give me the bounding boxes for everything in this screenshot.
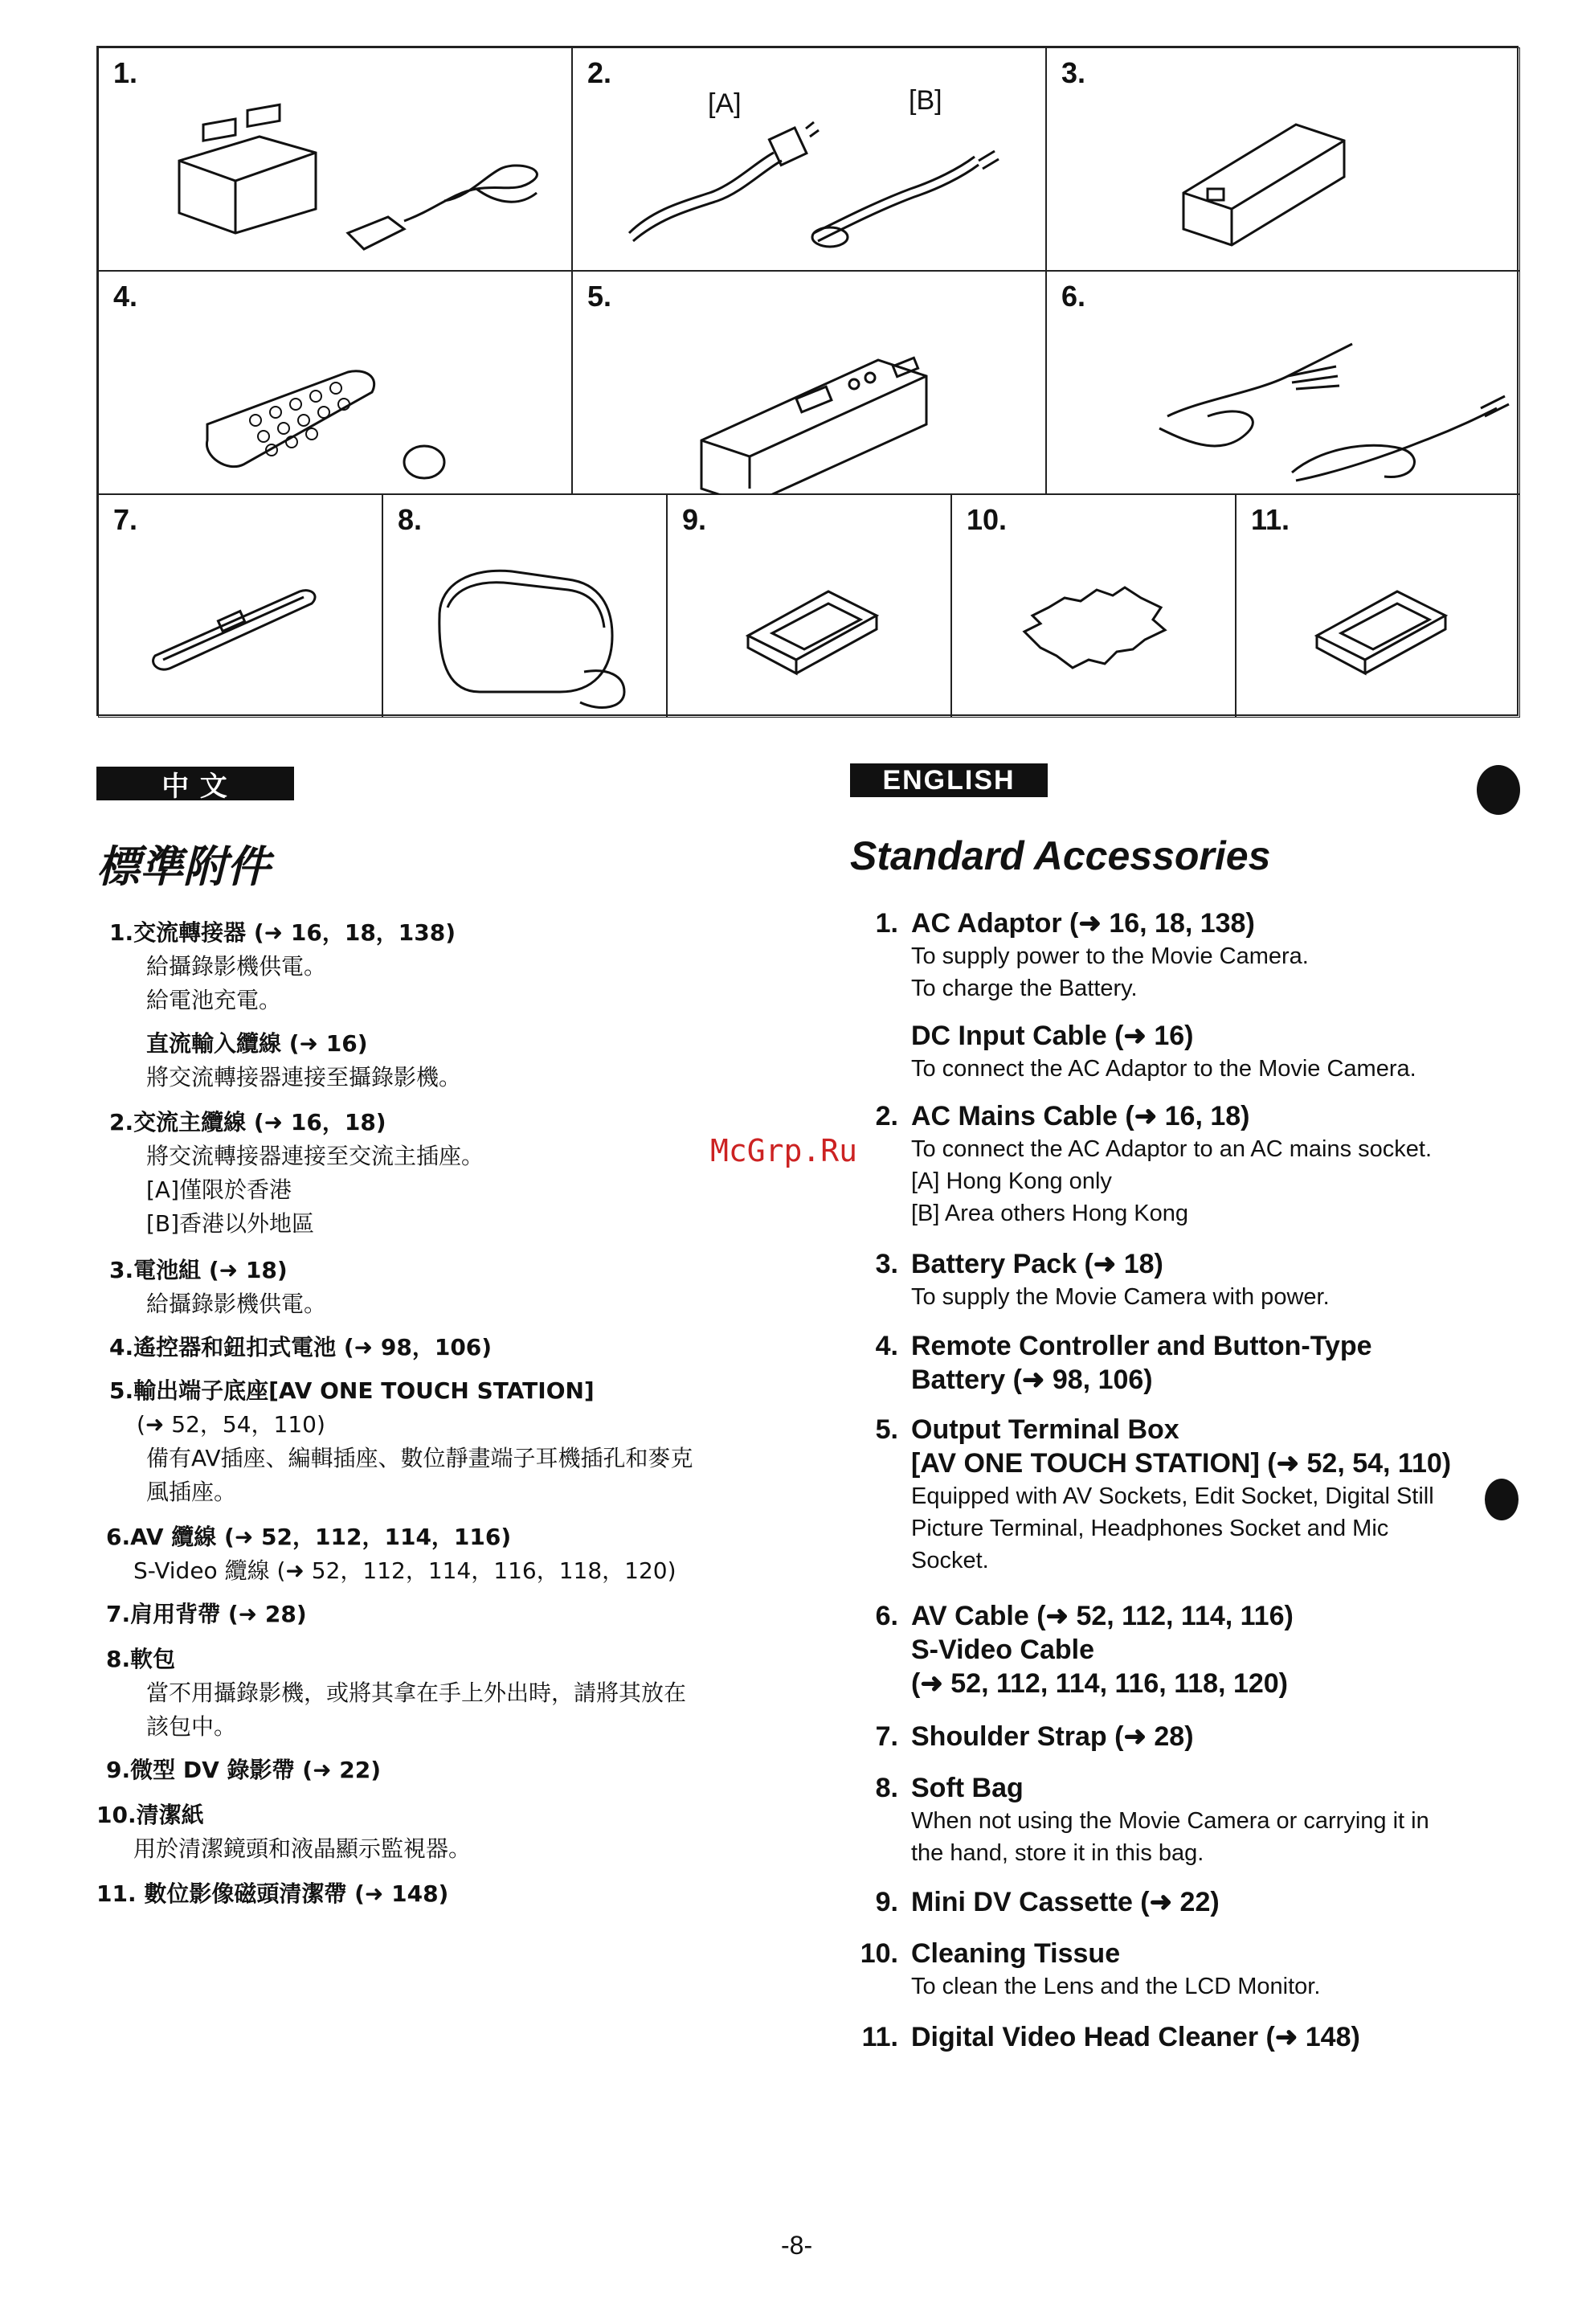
soft-bag-illustration [383, 495, 668, 718]
english-language-tab: ENGLISH [850, 763, 1048, 797]
zh-item-title: 1.交流轉接器 (➜ 16，18，138) [109, 919, 456, 946]
en-item-number: 5. [875, 1414, 898, 1445]
watermark: McGrp.Ru [710, 1133, 858, 1168]
cell-number: 7. [113, 503, 138, 536]
en-item-title: [AV ONE TOUCH STATION] (➜ 52, 54, 110) [911, 1448, 1452, 1479]
zh-item-title: 2.交流主纜線 (➜ 16，18) [109, 1109, 386, 1135]
zh-item-line: 風插座。 [146, 1479, 237, 1505]
battery-pack-illustration [1047, 48, 1521, 272]
zh-item-line: 用於清潔鏡頭和液晶顯示監視器。 [133, 1835, 472, 1862]
cleaning-tissue-illustration [952, 495, 1237, 718]
zh-item-title: 11. 數位影像磁頭清潔帶 (➜ 148) [96, 1880, 449, 1907]
zh-item [109, 1331, 492, 1365]
en-item [850, 1885, 1493, 1919]
english-heading: Standard Accessories [850, 833, 1271, 878]
en-item [850, 1099, 1493, 1230]
zh-item-title: 6.AV 纜線 (➜ 52，112，114，116) [106, 1524, 512, 1550]
remote-controller-illustration [99, 272, 573, 495]
zh-item-line: 備有AV插座、編輯插座、數位靜畫端子耳機插孔和麥克 [146, 1445, 693, 1471]
zh-item [96, 1798, 471, 1866]
en-item-line: the hand, store it in this bag. [911, 1840, 1204, 1866]
en-item-title: (➜ 52, 112, 114, 116, 118, 120) [911, 1668, 1288, 1699]
page-number: -8- [781, 2231, 813, 2260]
zh-item-line: 給攝錄影機供電。 [146, 953, 327, 980]
en-item-title: AV Cable (➜ 52, 112, 114, 116) [911, 1601, 1294, 1631]
cell-number: 3. [1061, 56, 1086, 89]
zh-item-title: 直流輸入纜線 (➜ 16) [146, 1030, 368, 1057]
zh-item [109, 1374, 693, 1509]
zh-item-line: 將交流轉接器連接至攝錄影機。 [146, 1064, 462, 1090]
en-item-title: Battery Pack (➜ 18) [911, 1249, 1163, 1279]
zh-item [109, 916, 456, 1017]
en-item-title: AC Mains Cable (➜ 16, 18) [911, 1101, 1250, 1131]
en-item-number: 3. [875, 1249, 898, 1279]
en-item [850, 1720, 1493, 1753]
zh-item-line: 將交流轉接器連接至交流主插座。 [146, 1143, 484, 1169]
en-item [850, 1329, 1493, 1397]
zh-item-line: 給攝錄影機供電。 [146, 1291, 327, 1317]
av-cable-illustration [1047, 272, 1521, 495]
cell-number: 6. [1061, 280, 1086, 313]
cell-number: 2. [587, 56, 612, 89]
en-item-title: Remote Controller and Button-Type [911, 1331, 1372, 1361]
en-item [850, 906, 1493, 1004]
en-item-title: Digital Video Head Cleaner (➜ 148) [911, 2022, 1360, 2052]
cell-output-terminal-box [572, 271, 1046, 494]
zh-item [146, 1027, 461, 1094]
zh-item-title: 9.微型 DV 錄影帶 (➜ 22) [106, 1757, 382, 1783]
cell-cleaning-tissue [951, 494, 1236, 718]
zh-item-line: (➜ 52，54，110) [137, 1411, 325, 1438]
en-item-number: 6. [875, 1601, 898, 1631]
en-item-title: AC Adaptor (➜ 16, 18, 138) [911, 908, 1255, 939]
zh-item [96, 1877, 448, 1911]
cell-ac-adaptor [98, 47, 572, 271]
en-item-line: [B] Area others Hong Kong [911, 1201, 1188, 1226]
zh-item-title: 7.肩用背帶 (➜ 28) [106, 1601, 307, 1627]
zh-item-line: 當不用攝錄影機，或將其拿在手上外出時，請將其放在 [146, 1680, 687, 1706]
cell-shoulder-strap [98, 494, 382, 718]
cell-number: 8. [398, 503, 423, 536]
en-item-title: Cleaning Tissue [911, 1938, 1121, 1969]
en-item-line: To connect the AC Adaptor to an AC mains socket. [911, 1136, 1433, 1162]
en-item-title: DC Input Cable (➜ 16) [911, 1021, 1194, 1051]
en-item-title: Shoulder Strap (➜ 28) [911, 1721, 1194, 1752]
en-item [850, 1413, 1493, 1577]
accessory-grid [96, 46, 1519, 716]
cell-battery-pack [1046, 47, 1520, 271]
zh-item [106, 1520, 677, 1588]
cell-soft-bag [382, 494, 667, 718]
cell-number: 10. [967, 503, 1008, 536]
zh-item [106, 1643, 686, 1744]
cell-mini-dv-cassette [667, 494, 951, 718]
en-item-title: S-Video Cable [911, 1635, 1094, 1665]
en-item-line: To charge the Battery. [911, 976, 1138, 1001]
zh-item [109, 1254, 326, 1321]
en-item-number: 7. [875, 1721, 898, 1752]
mains-cable-illustration [573, 48, 1047, 272]
en-item [850, 2020, 1493, 2054]
chinese-language-tab: 中 文 [96, 767, 294, 800]
zh-item-title: 5.輸出端子底座[AV ONE TOUCH STATION] [109, 1377, 595, 1404]
terminal-box-illustration [573, 272, 1047, 495]
en-item-line: When not using the Movie Camera or carrying it in [911, 1808, 1429, 1834]
section-marker-dot [1477, 765, 1520, 815]
en-item [850, 1599, 1493, 1700]
zh-item-title: 3.電池組 (➜ 18) [109, 1257, 288, 1283]
en-item-number: 4. [875, 1331, 898, 1361]
en-item [850, 1771, 1493, 1869]
en-item [850, 1937, 1493, 2003]
en-item-line: [A] Hong Kong only [911, 1168, 1112, 1194]
en-item-number: 10. [860, 1938, 898, 1969]
cell-number: 5. [587, 280, 612, 313]
en-item-number: 9. [875, 1887, 898, 1917]
en-item-title: Battery (➜ 98, 106) [911, 1365, 1153, 1395]
head-cleaner-illustration [1237, 495, 1521, 718]
en-item-line: Equipped with AV Sockets, Edit Socket, Digital Still [911, 1483, 1434, 1509]
cell-number: 1. [113, 56, 138, 89]
en-item-line: To supply power to the Movie Camera. [911, 943, 1309, 969]
zh-item-title: 10.清潔紙 [96, 1802, 204, 1828]
cell-head-cleaner [1236, 494, 1520, 718]
zh-item-line: S-Video 纜線 (➜ 52，112，114，116，118，120) [133, 1557, 677, 1584]
shoulder-strap-illustration [99, 495, 383, 718]
cell-ac-mains-cable [572, 47, 1046, 271]
en-item-line: To supply the Movie Camera with power. [911, 1284, 1330, 1310]
en-item-number: 2. [875, 1101, 898, 1131]
en-item-line: To clean the Lens and the LCD Monitor. [911, 1974, 1321, 1999]
zh-item [106, 1598, 307, 1631]
en-item-line: To connect the AC Adaptor to the Movie Camera. [911, 1056, 1416, 1082]
cell-number: 9. [682, 503, 707, 536]
zh-item-line: 給電池充電。 [146, 987, 282, 1013]
en-item-line: Socket. [911, 1548, 989, 1573]
zh-item-line: [B]香港以外地區 [146, 1210, 315, 1237]
en-item-number: 8. [875, 1773, 898, 1803]
cassette-illustration [668, 495, 952, 718]
en-item [850, 1247, 1493, 1313]
label-b: [B] [909, 85, 942, 116]
en-item-title: Mini DV Cassette (➜ 22) [911, 1887, 1220, 1917]
en-item-title: Soft Bag [911, 1773, 1024, 1803]
en-item [850, 1019, 1493, 1085]
zh-item [106, 1753, 381, 1787]
en-item-number: 1. [875, 908, 898, 939]
zh-item-line: 該包中。 [146, 1713, 237, 1740]
en-item-number: 11. [861, 2022, 898, 2052]
zh-item-line: [A]僅限於香港 [146, 1176, 292, 1203]
cell-av-cable [1046, 271, 1520, 494]
zh-item-title: 8.軟包 [106, 1646, 176, 1672]
cell-remote-controller [98, 271, 572, 494]
cell-number: 11. [1251, 503, 1290, 536]
label-a: [A] [708, 88, 742, 119]
cell-number: 4. [113, 280, 138, 313]
en-item-title: Output Terminal Box [911, 1414, 1179, 1445]
zh-item-title: 4.遙控器和鈕扣式電池 (➜ 98，106) [109, 1334, 493, 1360]
zh-item [109, 1106, 484, 1241]
ac-adaptor-illustration [99, 48, 573, 272]
en-item-line: Picture Terminal, Headphones Socket and Mic [911, 1516, 1389, 1541]
chinese-heading: 標準附件 [96, 843, 270, 891]
